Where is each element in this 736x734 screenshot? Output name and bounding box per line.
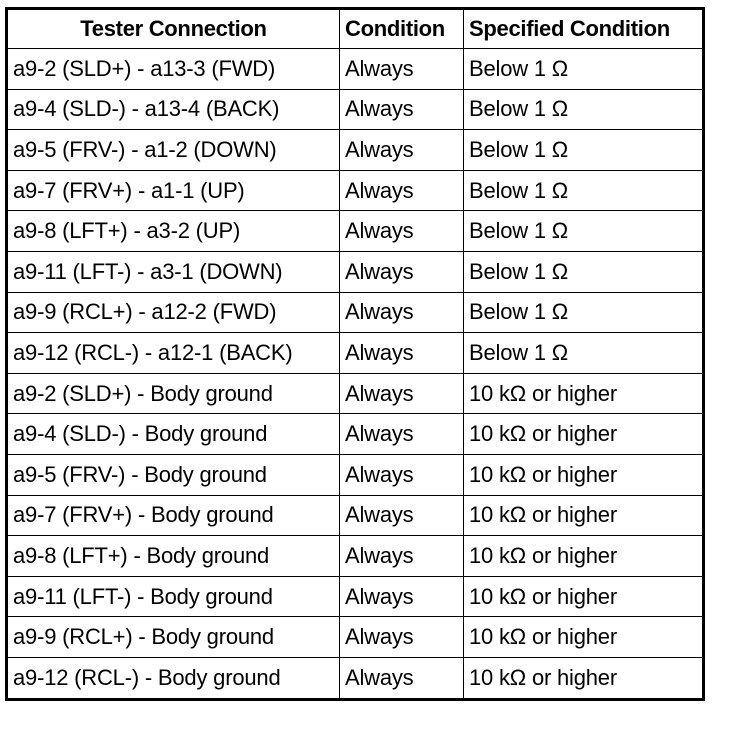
cell-condition: Always [340, 49, 464, 90]
cell-condition: Always [340, 617, 464, 658]
cell-specified-condition: Below 1 Ω [464, 170, 704, 211]
table-row [7, 211, 704, 252]
header-condition: Condition [340, 9, 464, 49]
table-row [7, 536, 704, 577]
table-row [7, 170, 704, 211]
cell-specified-condition: Below 1 Ω [464, 130, 704, 171]
cell-specified-condition: Below 1 Ω [464, 251, 704, 292]
table-row [7, 414, 704, 455]
cell-condition: Always [340, 211, 464, 252]
cell-condition: Always [340, 576, 464, 617]
cell-condition: Always [340, 414, 464, 455]
cell-tester-connection: a9-5 (FRV-) - a1-2 (DOWN) [7, 130, 340, 171]
cell-condition: Always [340, 292, 464, 333]
cell-tester-connection: a9-12 (RCL-) - Body ground [7, 657, 340, 699]
cell-specified-condition: 10 kΩ or higher [464, 454, 704, 495]
cell-condition: Always [340, 333, 464, 374]
cell-tester-connection: a9-8 (LFT+) - a3-2 (UP) [7, 211, 340, 252]
header-specified-condition: Specified Condition [464, 9, 704, 49]
cell-condition: Always [340, 373, 464, 414]
cell-specified-condition: Below 1 Ω [464, 333, 704, 374]
cell-tester-connection: a9-4 (SLD-) - Body ground [7, 414, 340, 455]
cell-tester-connection: a9-12 (RCL-) - a12-1 (BACK) [7, 333, 340, 374]
cell-specified-condition: 10 kΩ or higher [464, 373, 704, 414]
cell-condition: Always [340, 536, 464, 577]
cell-condition: Always [340, 454, 464, 495]
cell-specified-condition: Below 1 Ω [464, 49, 704, 90]
cell-tester-connection: a9-9 (RCL+) - Body ground [7, 617, 340, 658]
cell-tester-connection: a9-9 (RCL+) - a12-2 (FWD) [7, 292, 340, 333]
table-row [7, 454, 704, 495]
cell-tester-connection: a9-5 (FRV-) - Body ground [7, 454, 340, 495]
cell-tester-connection: a9-11 (LFT-) - a3-1 (DOWN) [7, 251, 340, 292]
cell-condition: Always [340, 495, 464, 536]
table-row [7, 576, 704, 617]
cell-specified-condition: 10 kΩ or higher [464, 495, 704, 536]
cell-specified-condition: Below 1 Ω [464, 89, 704, 130]
cell-condition: Always [340, 251, 464, 292]
cell-tester-connection: a9-2 (SLD+) - a13-3 (FWD) [7, 49, 340, 90]
header-row [7, 9, 704, 49]
table-row [7, 49, 704, 90]
header-tester-connection: Tester Connection [7, 9, 340, 49]
cell-specified-condition: 10 kΩ or higher [464, 576, 704, 617]
cell-specified-condition: Below 1 Ω [464, 292, 704, 333]
cell-specified-condition: Below 1 Ω [464, 211, 704, 252]
cell-tester-connection: a9-8 (LFT+) - Body ground [7, 536, 340, 577]
table-row [7, 130, 704, 171]
cell-specified-condition: 10 kΩ or higher [464, 657, 704, 699]
table-row [7, 333, 704, 374]
table-row [7, 251, 704, 292]
table-row [7, 495, 704, 536]
table-row [7, 89, 704, 130]
cell-condition: Always [340, 89, 464, 130]
table-row [7, 292, 704, 333]
cell-condition: Always [340, 130, 464, 171]
table-row [7, 617, 704, 658]
cell-specified-condition: 10 kΩ or higher [464, 414, 704, 455]
table-header [7, 9, 704, 49]
table-row [7, 657, 704, 699]
cell-tester-connection: a9-7 (FRV+) - Body ground [7, 495, 340, 536]
table-body [7, 49, 704, 700]
cell-condition: Always [340, 170, 464, 211]
cell-tester-connection: a9-7 (FRV+) - a1-1 (UP) [7, 170, 340, 211]
resistance-spec-table [5, 7, 705, 701]
cell-condition: Always [340, 657, 464, 699]
table-row [7, 373, 704, 414]
cell-tester-connection: a9-2 (SLD+) - Body ground [7, 373, 340, 414]
cell-tester-connection: a9-11 (LFT-) - Body ground [7, 576, 340, 617]
cell-tester-connection: a9-4 (SLD-) - a13-4 (BACK) [7, 89, 340, 130]
cell-specified-condition: 10 kΩ or higher [464, 617, 704, 658]
cell-specified-condition: 10 kΩ or higher [464, 536, 704, 577]
